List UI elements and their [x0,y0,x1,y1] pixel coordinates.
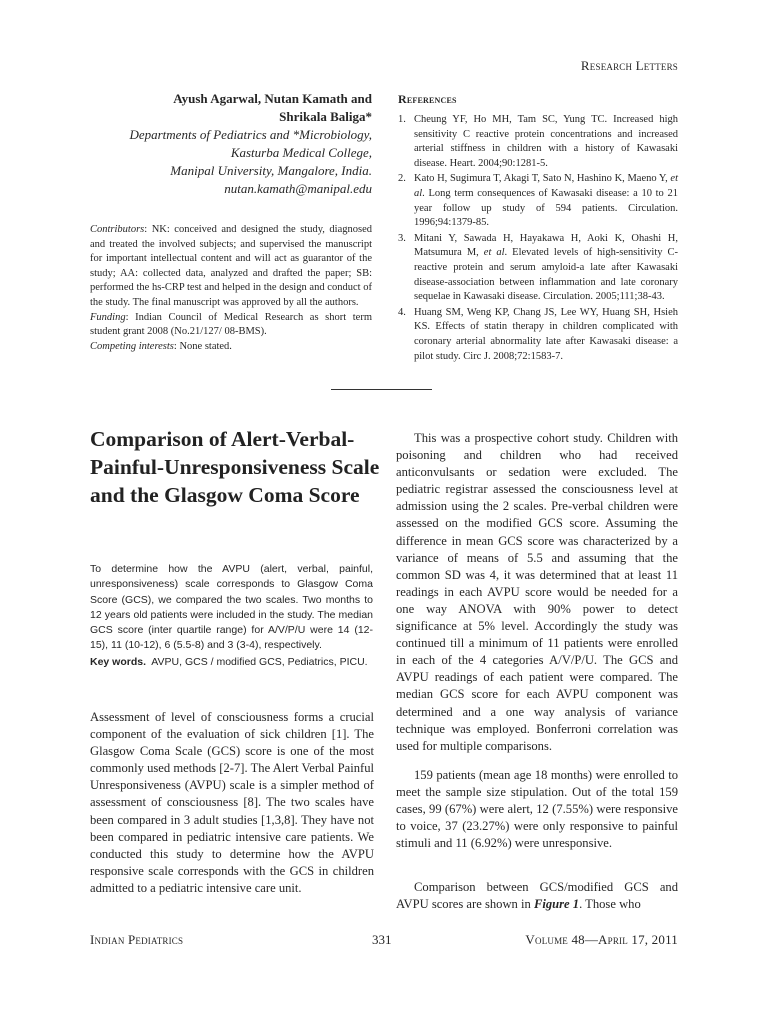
author-names-line-1: Ayush Agarwal, Nutan Kamath and [173,91,372,106]
reference-text: Mitani Y, Sawada H, Hayakawa H, Aoki K, Ohashi H, Matsumura M, [414,232,678,259]
affiliation-line-2: Kasturba Medical College, [230,145,372,160]
references-list [398,113,678,364]
reference-text: Cheung YF, Ho MH, Tam SC, Yung TC. Increased high sensitivity C reactive protein concentrations and increased arterial stiffness in children with a history of Kawasaki disease. Heart. 2004;90:1281-5. [414,114,678,169]
reference-item [398,113,678,171]
section-divider [331,389,432,390]
reference-italic: et al [414,173,678,199]
affiliation-line-3: Manipal University, Mangalore, India. [170,163,372,178]
footer-journal-name: Indian Pediatrics [90,932,184,947]
article-abstract: To determine how the AVPU (alert, verbal, painful, unresponsiveness) scale corresponds to Glasgow Coma Score (GCS), we compared the two scales. Two months to 12 years old patients were included in the study. The median GCS score (inter quartile range) for A/V/P/U were 14 (12-15), 11 (10-12), 6 (5.5-8) and 3 (3-4), respectively. [90,563,373,652]
author-names-line-2: Shrikala Baliga* [279,109,372,124]
keywords-text: AVPU, GCS / modified GCS, Pediatrics, PICU. [151,656,368,668]
footer-page-number: 331 [372,932,392,947]
funding-label: Funding [90,311,126,323]
comparison-text-end: . Those who [579,897,641,912]
reference-item [398,306,678,364]
comparison-paragraph [396,879,678,913]
affiliation-line-1: Departments of Pediatrics and *Microbiology, [129,127,372,142]
contributors-note [90,223,372,311]
reference-number: 1. [398,114,406,125]
author-email: nutan.kamath@manipal.edu [224,181,372,196]
comparison-text: Comparison between GCS/modified GCS and AVPU scores are shown in [396,880,678,912]
introduction-paragraph: Assessment of level of consciousness forms a crucial component of the evaluation of sick children [1]. The Glasgow Coma Scale (GCS) score is one of the most commonly used methods [2-7]. The Alert Verbal Painful Unresponsiveness (AVPU) scale is a simpler method of assessment of consciousness [8]. The two scales have been compared in 3 adult studies [1,3,8]. They have not been compared in pediatric intensive care patients. We conducted this study to determine how the AVPU responsive scale corresponds with the GCS in children admitted to a pediatric intensive care unit. [90,710,374,895]
competing-interests-label: Competing interests [90,340,174,352]
reference-item [398,232,678,305]
reference-text-end: . Elevated levels of high-sensitivity C-reactive protein and serum amyloid-a late after Kawasaki disease-association between inflammation and late coronary sequelae in Kawasaki disease. Circulation. 2005;111;38-43. [414,247,678,303]
references-section [398,92,678,365]
footer-volume: Volume 48—April 17, 2011 [525,932,678,947]
reference-text: Huang SM, Weng KP, Chang JS, Lee WY, Huang SH, Hsieh KS. Effects of statin therapy in children complicated with coronary arterial abnormality late after Kawasaki disease: a pilot study. Circ J. 2008;72:1583-7. [414,306,678,362]
figure-reference: Figure 1 [533,897,580,912]
reference-number: 3. [398,232,406,244]
reference-item [398,172,678,230]
funding-note [90,311,372,340]
keywords [90,655,373,670]
keywords-label: Key words. [90,656,147,668]
running-head: Research Letters [580,58,678,73]
funding-text: : Indian Council of Medical Research as short term student grant 2008 (No.21/127/ 08-BMS). [90,311,372,338]
letter-signature [90,90,372,198]
results-paragraph: 159 patients (mean age 18 months) were enrolled to meet the sample size stipulation. Out of the total 159 cases, 99 (67%) were alert, 12 (7.55%) were responsive to voice, 37 (23.27%) were only responsive to painful stimuli and 11 (6.92%) were unresponsive. [396,768,678,851]
contributors-label: Contributors [90,224,145,235]
contributors-text: : NK: conceived and designed the study, diagnosed and treated the involved subjects; and supervised the manuscript for important intellectual content and will act as guarantor of the study; AA: collected data, analyzed and drafted the paper; SB: performed the hs-CRP test and helped in the design and conduct of the study. The final manuscript was approved by all the authors. [90,224,372,308]
references-heading: References [398,92,457,106]
reference-text-end: . Long term consequences of Kawasaki disease: a 10 to 21 year follow up study of 594 patients. Circulation. 1996;94:1379-85. [414,187,678,229]
reference-number: 4. [398,306,406,318]
reference-number: 2. [398,173,406,185]
competing-interests-note [90,340,372,355]
reference-italic: et al [483,247,505,259]
author-notes [90,223,372,354]
competing-interests-text: : None stated. [173,340,232,352]
reference-text: Kato H, Sugimura T, Akagi T, Sato N, Hashino K, Maeno Y, [414,173,671,185]
methods-paragraph: This was a prospective cohort study. Children with poisoning and children who had received anticonvulsants or sedation were excluded. The pediatric registrar assessed the consciousness level at admission using the 2 scales. Pre-verbal children were assessed on the modified GCS score. Assuming the difference in mean GCS score was characterized by a variance of means of 5.5 and assuming that the common SD was 4, it was determined that at least 11 readings in each AVPU score would be needed for a one way ANOVA with 90% power to detect significance at 5% level. Accordingly the study was continued till a minimum of 11 patients were enrolled in each of the 4 categories A/V/P/U. The GCS and AVPU readings of each patient were compared. The median GCS score for each AVPU component was determined and a one way analysis of variance technique was employed. Bonferroni correlation was used for multiple comparisons. [396,431,678,753]
article-title: Comparison of Alert-Verbal-Painful-Unresponsiveness Scale and the Glasgow Coma Score [90,427,380,507]
